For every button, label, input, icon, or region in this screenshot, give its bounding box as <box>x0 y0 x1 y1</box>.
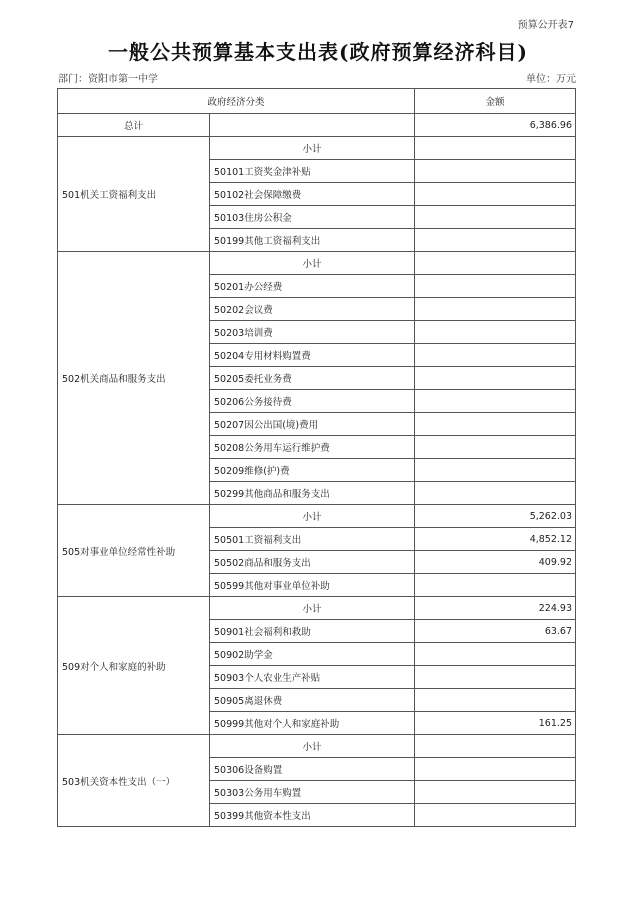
item-label: 50599其他对事业单位补助 <box>210 574 415 597</box>
group-subtotal-row <box>58 252 576 275</box>
item-label: 50207因公出国(境)费用 <box>210 413 415 436</box>
item-label: 50903个人农业生产补贴 <box>210 666 415 689</box>
item-label: 50999其他对个人和家庭补助 <box>210 712 415 735</box>
subtotal-label: 小计 <box>210 505 415 528</box>
item-label: 50303公务用车购置 <box>210 781 415 804</box>
subtotal-amount <box>415 137 576 160</box>
item-amount <box>415 229 576 252</box>
item-label: 50502商品和服务支出 <box>210 551 415 574</box>
total-empty-cell <box>210 114 415 137</box>
item-label: 50306设备购置 <box>210 758 415 781</box>
group-subtotal-row <box>58 505 576 528</box>
form-number: 预算公开表7 <box>517 20 574 31</box>
group-subtotal-row <box>58 137 576 160</box>
item-amount: 63.67 <box>415 620 576 643</box>
item-amount <box>415 804 576 827</box>
subtotal-amount: 5,262.03 <box>415 505 576 528</box>
subtotal-label: 小计 <box>210 137 415 160</box>
item-label: 50204专用材料购置费 <box>210 344 415 367</box>
item-amount <box>415 160 576 183</box>
subtotal-label: 小计 <box>210 252 415 275</box>
group-subtotal-row <box>58 597 576 620</box>
item-label: 50103住房公积金 <box>210 206 415 229</box>
group-category: 502机关商品和服务支出 <box>58 252 210 505</box>
subtotal-amount <box>415 735 576 758</box>
item-label: 50101工资奖金津补贴 <box>210 160 415 183</box>
unit-label: 单位：万元 <box>526 74 576 85</box>
item-label: 50209维修(护)费 <box>210 459 415 482</box>
item-amount <box>415 459 576 482</box>
item-label: 50901社会福利和救助 <box>210 620 415 643</box>
item-label: 50501工资福利支出 <box>210 528 415 551</box>
item-amount: 161.25 <box>415 712 576 735</box>
budget-table <box>57 88 576 827</box>
item-label: 50205委托业务费 <box>210 367 415 390</box>
subtotal-label: 小计 <box>210 735 415 758</box>
item-label: 50299其他商品和服务支出 <box>210 482 415 505</box>
item-amount: 409.92 <box>415 551 576 574</box>
item-label: 50199其他工资福利支出 <box>210 229 415 252</box>
item-amount <box>415 689 576 712</box>
subtotal-label: 小计 <box>210 597 415 620</box>
item-label: 50202会议费 <box>210 298 415 321</box>
item-label: 50905离退休费 <box>210 689 415 712</box>
group-category: 503机关资本性支出（一） <box>58 735 210 827</box>
item-amount: 4,852.12 <box>415 528 576 551</box>
subtotal-amount <box>415 252 576 275</box>
item-amount <box>415 367 576 390</box>
item-amount <box>415 321 576 344</box>
group-category: 505对事业单位经常性补助 <box>58 505 210 597</box>
item-amount <box>415 390 576 413</box>
item-amount <box>415 482 576 505</box>
item-label: 50208公务用车运行维护费 <box>210 436 415 459</box>
item-amount <box>415 275 576 298</box>
item-amount <box>415 413 576 436</box>
header-classification: 政府经济分类 <box>58 89 415 114</box>
item-amount <box>415 344 576 367</box>
item-label: 50203培训费 <box>210 321 415 344</box>
item-amount <box>415 666 576 689</box>
total-label: 总计 <box>58 114 210 137</box>
total-amount: 6,386.96 <box>415 114 576 137</box>
item-amount <box>415 183 576 206</box>
page-title: 一般公共预算基本支出表(政府预算经济科目) <box>108 40 528 64</box>
department-label: 部门：资阳市第一中学 <box>58 74 158 85</box>
item-label: 50102社会保障缴费 <box>210 183 415 206</box>
item-amount <box>415 643 576 666</box>
item-amount <box>415 574 576 597</box>
subtotal-amount: 224.93 <box>415 597 576 620</box>
item-label: 50201办公经费 <box>210 275 415 298</box>
group-category: 501机关工资福利支出 <box>58 137 210 252</box>
total-row <box>58 114 576 137</box>
item-label: 50399其他资本性支出 <box>210 804 415 827</box>
item-amount <box>415 206 576 229</box>
item-label: 50206公务接待费 <box>210 390 415 413</box>
item-amount <box>415 436 576 459</box>
item-amount <box>415 781 576 804</box>
item-label: 50902助学金 <box>210 643 415 666</box>
item-amount <box>415 758 576 781</box>
header-row <box>58 89 576 114</box>
header-amount: 金额 <box>415 89 576 114</box>
group-subtotal-row <box>58 735 576 758</box>
group-category: 509对个人和家庭的补助 <box>58 597 210 735</box>
item-amount <box>415 298 576 321</box>
